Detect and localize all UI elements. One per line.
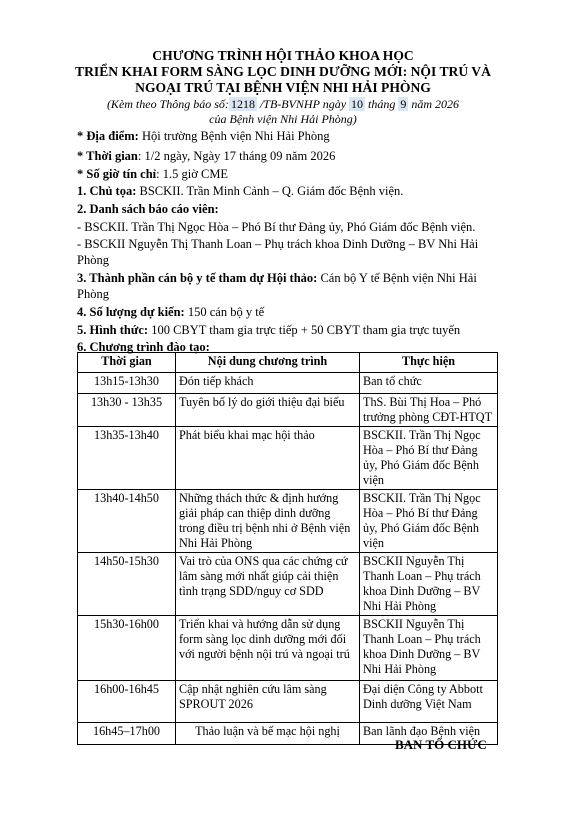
- speaker-item-continued: Phòng: [77, 253, 109, 267]
- table-row: [78, 616, 498, 681]
- content-cell: Tuyên bố lý do giới thiệu đại biểu: [176, 394, 360, 427]
- attachment-note: [0, 97, 566, 112]
- note-mid2: tháng: [365, 97, 399, 111]
- credits-value: : 1.5 giờ CME: [156, 167, 229, 181]
- document-title-line2: TRIỂN KHAI FORM SÀNG LỌC DINH DƯỠNG MỚI: NỘI TRÚ VÀ: [75, 64, 491, 79]
- credits-line: [77, 166, 497, 182]
- table-row: [78, 427, 498, 490]
- presenter-cell: BSCKII. Trần Thị Ngọc Hòa – Phó Bí thư Đảng ủy, Phó Giám đốc Bệnh viện: [360, 427, 498, 490]
- presenter-cell: Ban lãnh đạo Bệnh viện: [360, 723, 498, 745]
- table-row: [78, 373, 498, 394]
- attachment-note-line2: của Bệnh viện Nhi Hải Phòng): [209, 112, 357, 126]
- note-mid1: /TB-BVNHP ngày: [256, 97, 350, 111]
- table-row: [78, 490, 498, 553]
- time-cell: 15h30-16h00: [78, 616, 176, 681]
- document-title-line3: NGOẠI TRÚ TẠI BỆNH VIỆN NHI HẢI PHÒNG: [135, 80, 431, 95]
- presenter-cell: ThS. Bùi Thị Hoa – Phó trưởng phòng CĐT-HTQT: [360, 394, 498, 427]
- time-line: [77, 148, 497, 164]
- note-mid3: năm 2026: [408, 97, 460, 111]
- time-cell: 16h00-16h45: [78, 681, 176, 723]
- presenter-cell: BSCKII. Trần Thị Ngọc Hòa – Phó Bí thư Đảng ủy, Phó Giám đốc Bệnh viện: [360, 490, 498, 553]
- content-cell: Những thách thức & định hướng giải pháp can thiệp dinh dưỡng trong điều trị bệnh nhi ở Bệnh viện Nhi Hải Phòng: [176, 490, 360, 553]
- time-value: : 1/2 ngày, Ngày 17 tháng 09 năm 2026: [137, 149, 336, 163]
- count-line: [77, 304, 497, 320]
- presenter-cell: Đại diện Công ty Abbott Dinh dưỡng Việt Nam: [360, 681, 498, 723]
- chair-line: [77, 183, 497, 199]
- table-row: [78, 394, 498, 427]
- participants-line: [77, 270, 497, 286]
- count-value: 150 cán bộ y tế: [184, 305, 265, 319]
- time-label: * Thời gian: [77, 149, 138, 163]
- notice-day: 10: [351, 97, 364, 111]
- program-heading: 6. Chương trình đào tạo:: [77, 340, 210, 354]
- count-label: 4. Số lượng dự kiến:: [77, 305, 185, 319]
- time-cell: 13h40-14h50: [78, 490, 176, 553]
- table-row: [78, 681, 498, 723]
- chair-label: 1. Chủ tọa:: [77, 184, 137, 198]
- content-cell: Phát biểu khai mạc hội thảo: [176, 427, 360, 490]
- presenter-cell: BSCKII Nguyễn Thị Thanh Loan – Phụ trách khoa Dinh Dưỡng – BV Nhi Hải Phòng: [360, 553, 498, 616]
- participants-value: Cán bộ Y tế Bệnh viện Nhi Hải: [317, 271, 477, 285]
- format-value: 100 CBYT tham gia trực tiếp + 50 CBYT tham gia trực tuyến: [148, 323, 461, 337]
- participants-label: 3. Thành phần cán bộ y tế tham dự Hội thảo:: [77, 271, 318, 285]
- content-cell: Thảo luận và bế mạc hội nghị: [176, 723, 360, 745]
- location-value: Hội trường Bệnh viện Nhi Hải Phòng: [138, 129, 330, 143]
- time-cell: 13h30 - 13h35: [78, 394, 176, 427]
- table-header-row: [78, 353, 498, 373]
- content-cell: Đón tiếp khách: [176, 373, 360, 394]
- time-cell: 14h50-15h30: [78, 553, 176, 616]
- speakers-heading: 2. Danh sách báo cáo viên:: [77, 202, 219, 216]
- participants-line-continued: Phòng: [77, 287, 109, 301]
- notice-month: 9: [400, 97, 407, 111]
- organizer-signature: BAN TỔ CHỨC: [395, 737, 487, 752]
- presenter-cell: BSCKII Nguyễn Thị Thanh Loan – Phụ trách khoa Dinh Dưỡng – BV Nhi Hải Phòng: [360, 616, 498, 681]
- speaker-item: - BSCKII. Trần Thị Ngọc Hòa – Phó Bí thư Đảng ủy, Phó Giám đốc Bệnh viện.: [77, 220, 476, 234]
- location-line: [77, 128, 497, 144]
- credits-label: * Số giờ tín chỉ: [77, 167, 157, 181]
- notice-number: 1218: [230, 97, 255, 111]
- column-header-time: Thời gian: [78, 353, 176, 373]
- format-line: [77, 322, 497, 338]
- column-header-presenter: Thực hiện: [360, 353, 498, 373]
- table-row: [78, 553, 498, 616]
- content-cell: Vai trò của ONS qua các chứng cứ lâm sàng mới nhất giúp cải thiện tình trạng SDD/nguy cơ SDD: [176, 553, 360, 616]
- time-cell: 13h35-13h40: [78, 427, 176, 490]
- chair-value: BSCKII. Trần Minh Cảnh – Q. Giám đốc Bệnh viện.: [136, 184, 404, 198]
- location-label: * Địa điểm:: [77, 129, 139, 143]
- program-table: [77, 352, 498, 745]
- content-cell: Cập nhật nghiên cứu lâm sàng SPROUT 2026: [176, 681, 360, 723]
- document-title-line1: CHƯƠNG TRÌNH HỘI THẢO KHOA HỌC: [152, 48, 414, 63]
- format-label: 5. Hình thức:: [77, 323, 149, 337]
- time-cell: 13h15-13h30: [78, 373, 176, 394]
- column-header-content: Nội dung chương trình: [176, 353, 360, 373]
- content-cell: Triển khai và hướng dẫn sử dụng form sàng lọc dinh dưỡng mới đối với người bệnh nội trú và ngoại trú: [176, 616, 360, 681]
- time-cell: 16h45–17h00: [78, 723, 176, 745]
- speaker-item: - BSCKII Nguyễn Thị Thanh Loan – Phụ trách khoa Dinh Dưỡng – BV Nhi Hải: [77, 237, 479, 251]
- presenter-cell: Ban tổ chức: [360, 373, 498, 394]
- note-prefix: (Kèm theo Thông báo số:: [106, 97, 229, 111]
